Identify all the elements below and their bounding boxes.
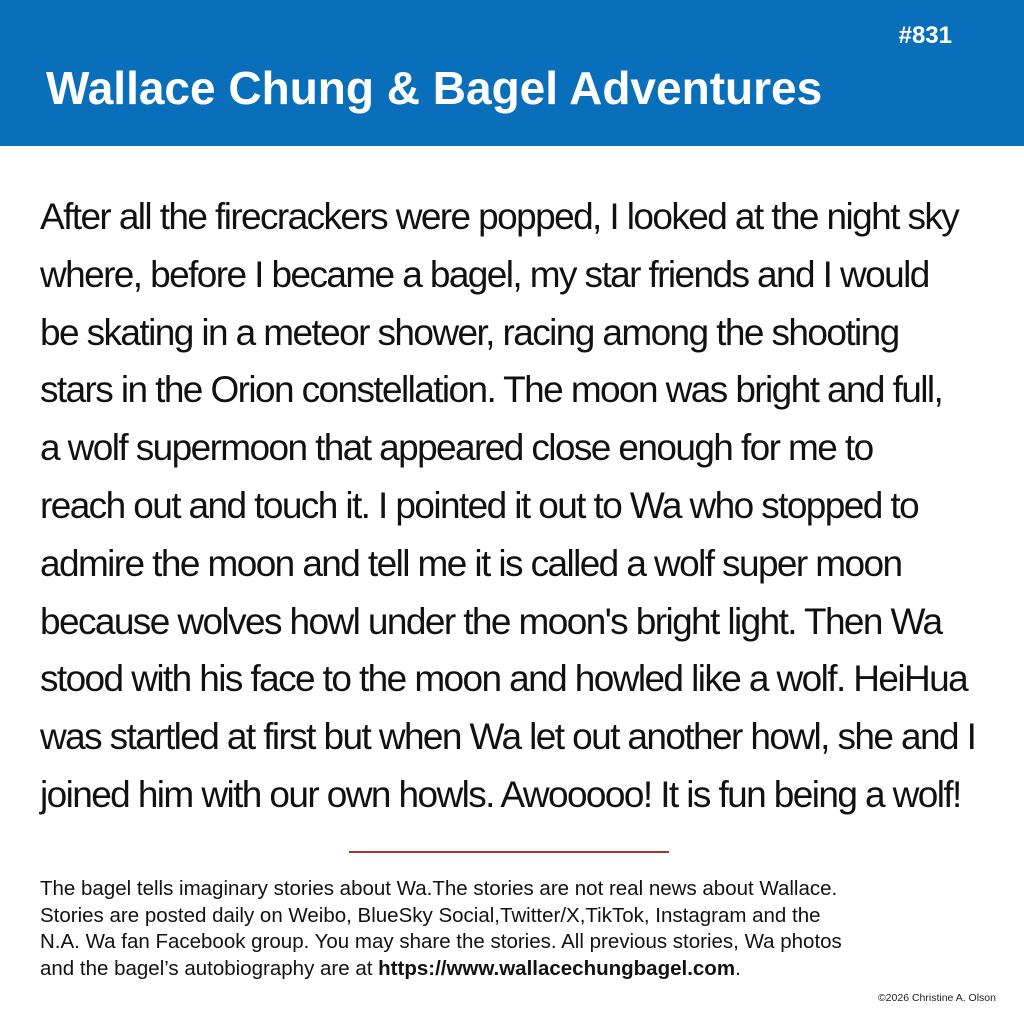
story-line: reach out and touch it. I pointed it out to Wa who stopped to: [40, 484, 919, 526]
story-line: because wolves howl under the moon's bright light. Then Wa: [40, 600, 942, 642]
story-line: was startled at first but when Wa let out another howl, she and I: [40, 716, 976, 758]
website-url-link[interactable]: https://www.wallacechungbagel.com: [378, 956, 736, 980]
copyright-notice: ©2026 Christine A. Olson: [877, 992, 996, 1004]
footer-line-suffix: .: [735, 956, 741, 980]
story-line: stood with his face to the moon and howled like a wolf. HeiHua: [40, 658, 968, 700]
section-divider: [349, 851, 669, 853]
story-line: a wolf supermoon that appeared close enough for me to: [40, 427, 873, 469]
page-title: Wallace Chung & Bagel Adventures: [46, 62, 823, 114]
footer-line: N.A. Wa fan Facebook group. You may share the stories. All previous stories, Wa photos: [40, 930, 842, 954]
footer-line-prefix: and the bagel’s autobiography are at: [40, 956, 379, 980]
footer-disclaimer: [40, 876, 1000, 982]
story-line: After all the firecrackers were popped, I looked at the night sky: [40, 196, 959, 237]
footer-line: Stories are posted daily on Weibo, BlueSky Social,Twitter/X,TikTok, Instagram and the: [40, 903, 821, 927]
story-text: [40, 188, 1010, 824]
story-line: where, before I became a bagel, my star friends and I would: [40, 253, 929, 295]
story-line: admire the moon and tell me it is called a wolf super moon: [40, 542, 902, 584]
story-line: be skating in a meteor shower, racing among the shooting: [40, 311, 899, 353]
footer-line: [40, 956, 1000, 983]
story-line: joined him with our own howls. Awooooo! It is fun being a wolf!: [40, 773, 961, 815]
footer-line: The bagel tells imaginary stories about Wa.The stories are not real news about Wallace.: [40, 877, 838, 900]
issue-number: #831: [898, 22, 952, 49]
header-banner: [0, 0, 1024, 146]
story-line: stars in the Orion constellation. The moon was bright and full,: [40, 369, 943, 411]
